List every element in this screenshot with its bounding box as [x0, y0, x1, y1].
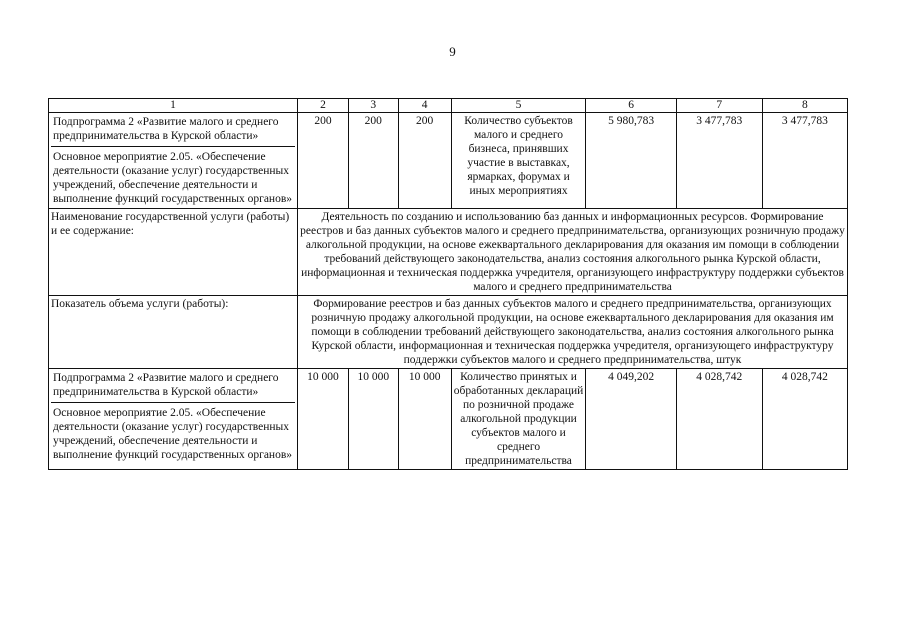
table-row	[49, 296, 848, 369]
column-header: 6	[586, 99, 676, 113]
indicator-cell: Количество принятых и обработанных деклараций по розничной продаже алкогольной продукции субъектов малого и среднего предпринимательства	[451, 369, 586, 470]
activity-name: Основное мероприятие 2.05. «Обеспечение деятельности (оказание услуг) государственных учреждений, обеспечение деятельности и выполнение функций государственных органов»	[53, 407, 293, 461]
program-cell	[49, 113, 298, 209]
indicator-cell: Количество субъектов малого и среднего бизнеса, принявших участие в выставках, ярмарках, форумах и иных мероприятиях	[451, 113, 586, 209]
table-row	[49, 209, 848, 296]
table-row	[49, 113, 848, 209]
amount-cell: 4 028,742	[762, 369, 847, 470]
program-name: Подпрограмма 2 «Развитие малого и среднего предпринимательства в Курской области»	[51, 114, 295, 147]
page-number: 9	[449, 44, 456, 59]
column-header: 5	[451, 99, 586, 113]
column-header: 2	[298, 99, 349, 113]
service-label: Наименование государственной услуги (работы) и ее содержание:	[49, 209, 298, 296]
value-cell: 200	[348, 113, 398, 209]
volume-description: Формирование реестров и баз данных субъектов малого и среднего предпринимательства, организующих розничную продажу алкогольной продукции, на основе ежеквартального декларирования для оказания им помощи в соблюдении требований действующего законодательства, анализ состояния алкогольного рынка Курской области, информационная и техническая поддержка учредителя, организующего инфраструктуру поддержки субъектов малого и среднего предпринимательства, штук	[298, 296, 848, 369]
column-header: 1	[49, 99, 298, 113]
services-table	[48, 98, 848, 470]
column-header: 8	[762, 99, 847, 113]
column-header: 3	[348, 99, 398, 113]
value-cell: 10 000	[398, 369, 451, 470]
amount-cell: 3 477,783	[762, 113, 847, 209]
amount-cell: 3 477,783	[676, 113, 762, 209]
value-cell: 200	[398, 113, 451, 209]
value-cell: 10 000	[298, 369, 349, 470]
table-row	[49, 369, 848, 470]
program-cell	[49, 369, 298, 470]
column-header: 7	[676, 99, 762, 113]
service-description: Деятельность по созданию и использованию баз данных и информационных ресурсов. Формирование реестров и баз данных субъектов малого и среднего предпринимательства, организующих розничную продажу алкогольной продукции, на основе ежеквартального декларирования для оказания им помощи в соблюдении требований действующего законодательства, анализ состояния алкогольного рынка Курской области, информационная и техническая поддержка учредителя, организующего инфраструктуру поддержки субъектов малого и среднего предпринимательства	[298, 209, 848, 296]
volume-label: Показатель объема услуги (работы):	[49, 296, 298, 369]
value-cell: 200	[298, 113, 349, 209]
amount-cell: 4 049,202	[586, 369, 676, 470]
value-cell: 10 000	[348, 369, 398, 470]
amount-cell: 4 028,742	[676, 369, 762, 470]
program-name: Подпрограмма 2 «Развитие малого и среднего предпринимательства в Курской области»	[51, 370, 295, 403]
table-header-row	[49, 99, 848, 113]
column-header: 4	[398, 99, 451, 113]
amount-cell: 5 980,783	[586, 113, 676, 209]
activity-name: Основное мероприятие 2.05. «Обеспечение деятельности (оказание услуг) государственных учреждений, обеспечение деятельности и выполнение функций государственных органов»	[53, 151, 293, 205]
